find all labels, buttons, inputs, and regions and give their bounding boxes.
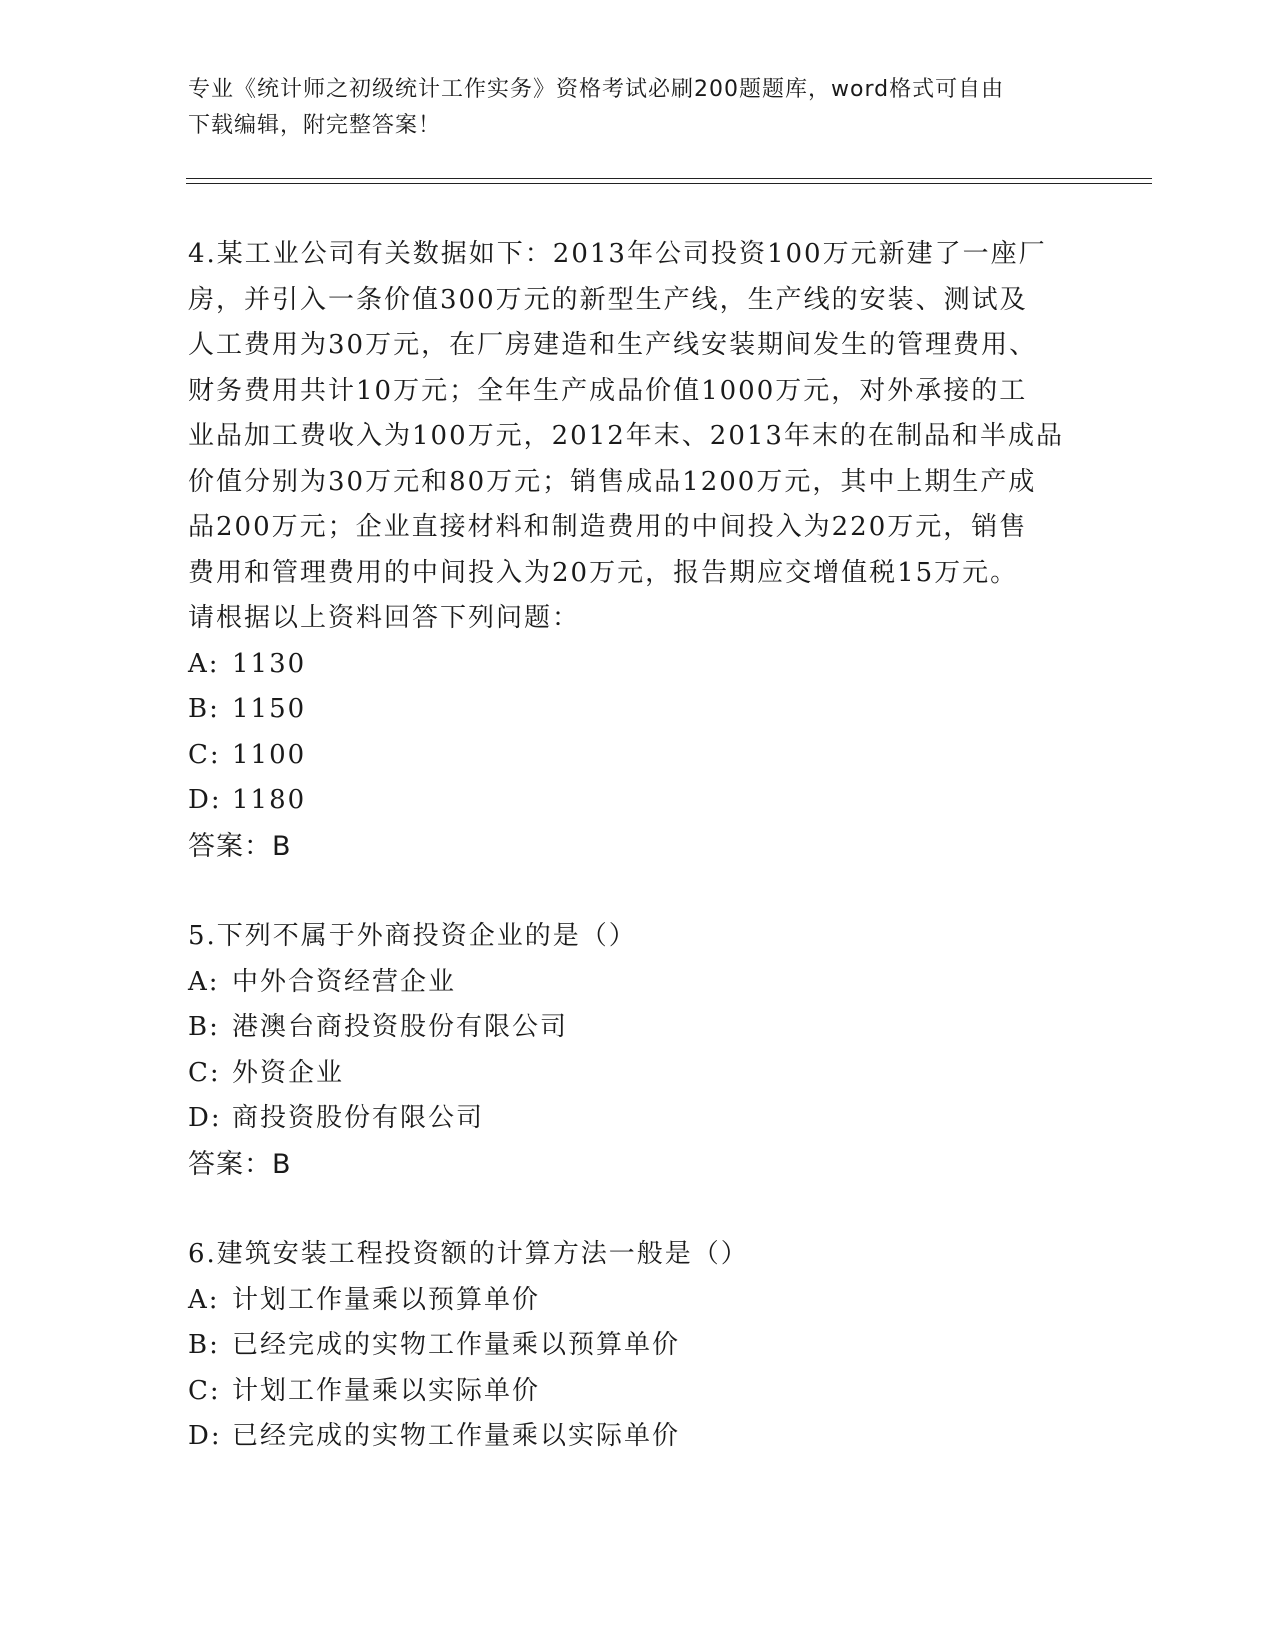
option-text: 外资企业 [232,1057,345,1088]
header-divider-bottom [186,183,1152,184]
option-text: 1150 [232,694,307,724]
question-4 [188,232,1088,869]
option-letter: A: [188,1284,220,1315]
option-letter: D: [188,1421,222,1451]
stem-line: 房，并引入一条价值300万元的新型生产线，生产线的安装、测试及 [188,284,1028,315]
option-c [188,1369,1088,1415]
option-text: 计划工作量乘以实际单价 [232,1375,541,1406]
option-a [188,960,1088,1006]
spacer [188,869,1088,914]
stem-line: 财务费用共计10万元；全年生产成品价值1000万元，对外承接的工 [188,375,1028,406]
option-c [188,733,1088,779]
question-stem [188,1232,1088,1278]
option-text: 港澳台商投资股份有限公司 [232,1012,569,1042]
stem-line: 人工费用为30万元，在厂房建造和生产线安装期间发生的管理费用、 [188,330,1038,360]
option-text: 1180 [232,785,307,815]
option-letter: C: [188,1057,221,1088]
option-text: 计划工作量乘以预算单价 [232,1284,541,1315]
option-text: 中外合资经营企业 [232,966,457,997]
option-a [188,642,1088,688]
option-letter: A: [188,648,220,679]
stem-line: 6.建筑安装工程投资额的计算方法一般是（） [188,1239,749,1269]
option-letter: B: [188,1012,220,1042]
option-letter: B: [188,1330,220,1360]
option-b [188,687,1088,733]
option-b [188,1323,1088,1369]
option-text: 商投资股份有限公司 [232,1103,485,1133]
option-text: 已经完成的实物工作量乘以预算单价 [232,1330,681,1360]
option-b [188,1005,1088,1051]
question-6 [188,1232,1088,1460]
stem-line: 品200万元；企业直接材料和制造费用的中间投入为220万元，销售 [188,512,1028,542]
option-c [188,1051,1088,1097]
stem-line: 价值分别为30万元和80万元；销售成品1200万元，其中上期生产成 [188,466,1037,497]
header-divider-top [186,178,1152,179]
stem-line: 业品加工费收入为100万元，2012年末、2013年末的在制品和半成品 [188,421,1064,451]
option-d [188,1096,1088,1142]
option-letter: D: [188,785,222,815]
option-letter: C: [188,739,221,770]
stem-line: 请根据以上资料回答下列问题： [188,603,581,633]
header-line-2: 下载编辑，附完整答案！ [188,113,442,138]
option-d [188,1414,1088,1460]
question-stem [188,914,1088,960]
stem-line: 4.某工业公司有关数据如下：2013年公司投资100万元新建了一座厂 [188,239,1047,269]
option-letter: B: [188,694,220,724]
answer-line: 答案：B [188,1148,292,1180]
spacer [188,1187,1088,1232]
option-text: 已经完成的实物工作量乘以实际单价 [232,1421,681,1451]
option-letter: D: [188,1103,222,1133]
option-d [188,778,1088,824]
document-header [188,72,1088,144]
question-list [188,232,1088,1460]
option-letter: C: [188,1375,221,1406]
option-text: 1130 [232,648,307,679]
stem-line: 5.下列不属于外商投资企业的是（） [188,921,637,951]
answer-line: 答案：B [188,830,292,862]
question-5 [188,914,1088,1187]
header-line-1: 专业《统计师之初级统计工作实务》资格考试必刷200题题库，word格式可自由 [188,77,1005,102]
stem-line: 费用和管理费用的中间投入为20万元，报告期应交增值税15万元。 [188,557,1019,588]
option-text: 1100 [232,739,307,770]
option-a [188,1278,1088,1324]
question-stem [188,232,1088,642]
option-letter: A: [188,966,220,997]
